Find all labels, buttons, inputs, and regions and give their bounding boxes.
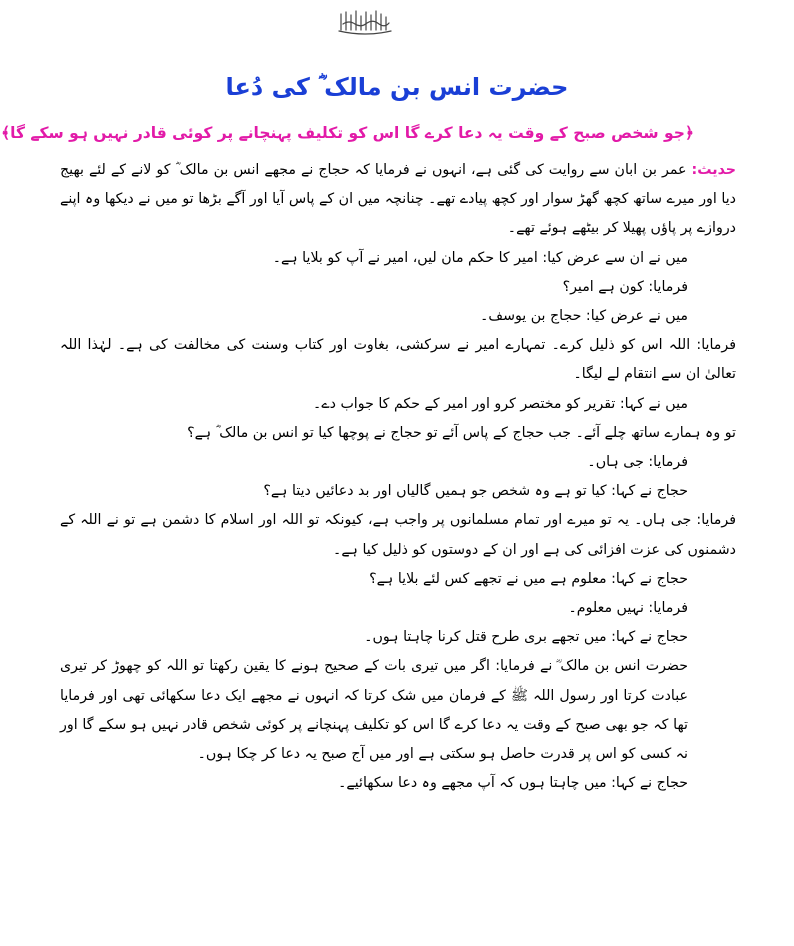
page-subtitle: ﴿جو شخص صبح کے وقت یہ دعا کرے گا اس کو تکلیف پہنچانے پر کوئی قادر نہیں ہو سکے گا﴾ xyxy=(1,124,694,142)
article-body xyxy=(60,156,736,942)
paragraph-dialogue: حجاج نے کہا: معلوم ہے میں نے تجھے کس لئے بلایا ہے؟ xyxy=(369,570,688,587)
bismillah-calligraphy-icon xyxy=(337,6,393,38)
paragraph-hadith xyxy=(60,156,736,244)
page-title: حضرت انس بن مالک ؓ کی دُعا xyxy=(225,73,569,101)
paragraph-dialogue: حجاج نے کہا: کیا تو ہے وہ شخص جو ہمیں گالیاں اور بد دعائیں دیتا ہے؟ xyxy=(263,483,688,500)
paragraph-dialogue: فرمایا: کون ہے امیر؟ xyxy=(562,278,688,295)
paragraph-dialogue: حجاج نے کہا: میں چاہتا ہوں کہ آپ مجھے وہ دعا سکھائیے۔ xyxy=(338,775,688,792)
paragraph-dialogue: حضرت انس بن مالک ؓ نے فرمایا: اگر میں تیری بات کے صحیح ہونے کا یقین رکھتا تو اللہ کو چھوڑ کر تیری عبادت کرتا اور رسول اللہ ﷺ کے فرمان میں شک کرتا کہ انہوں نے مجھے ایک دعا سکھائی تھی اور فرمایا تھا کہ جو بھی صبح کے وقت یہ دعا کرے گا اس کو تکلیف پہنچانے پر کوئی شخص قادر نہیں ہو سکے گا اور نہ کسی کو اس پر قدرت حاصل ہو سکتی ہے اور میں آج صبح یہ دعا کر چکا ہوں۔ xyxy=(60,658,688,763)
paragraph-dialogue: میں نے عرض کیا: حجاج بن یوسف۔ xyxy=(480,308,688,325)
paragraph-dialogue: میں نے ان سے عرض کیا: امیر کا حکم مان لیں، امیر نے آپ کو بلایا ہے۔ xyxy=(272,249,688,266)
paragraph-dialogue: تو وہ ہمارے ساتھ چلے آئے۔ جب حجاج کے پاس آئے تو حجاج نے پوچھا کیا تو انس بن مالک ؓ ہے؟ xyxy=(187,424,736,441)
paragraph-dialogue: فرمایا: اللہ اس کو ذلیل کرے۔ تمہارے امیر نے سرکشی، بغاوت اور کتاب وسنت کی مخالفت کی ہے۔ لہٰذا اللہ تعالیٰ ان سے انتقام لے لیگا۔ xyxy=(60,337,736,383)
paragraph-dialogue: فرمایا: جی ہاں۔ یہ تو میرے اور تمام مسلمانوں پر واجب ہے، کیونکہ تو اللہ اور اسلام کا دشمن ہے تو نے اللہ کے دشمنوں کی عزت افزائی کی ہے اور ان کے دوستوں کو ذلیل کیا ہے۔ xyxy=(60,512,736,558)
paragraph-dialogue: میں نے کہا: تقریر کو مختصر کرو اور امیر کے حکم کا جواب دے۔ xyxy=(313,395,688,412)
paragraph-dialogue: فرمایا: جی ہاں۔ xyxy=(587,454,688,471)
paragraph-dialogue: حجاج نے کہا: میں تجھے بری طرح قتل کرنا چاہتا ہوں۔ xyxy=(364,629,688,646)
hadith-label: حدیث: xyxy=(691,162,736,178)
paragraph-dialogue: فرمایا: نہیں معلوم۔ xyxy=(568,600,688,617)
bismillah-calligraphy xyxy=(337,6,393,38)
paragraph-text: عمر بن ابان سے روایت کی گئی ہے، انہوں نے فرمایا کہ حجاج نے مجھے انس بن مالک ؓ کو لانے کے لئے بھیج دیا اور میرے ساتھ کچھ گھڑ سوار اور کچھ پیادے تھے۔ چنانچہ میں ان کے پاس آیا اور آگے بڑھا تو میں نے دیکھا وہ اپنے دروازے پر پاؤں پھیلا کر بیٹھے ہوئے تھے۔ xyxy=(60,162,736,237)
